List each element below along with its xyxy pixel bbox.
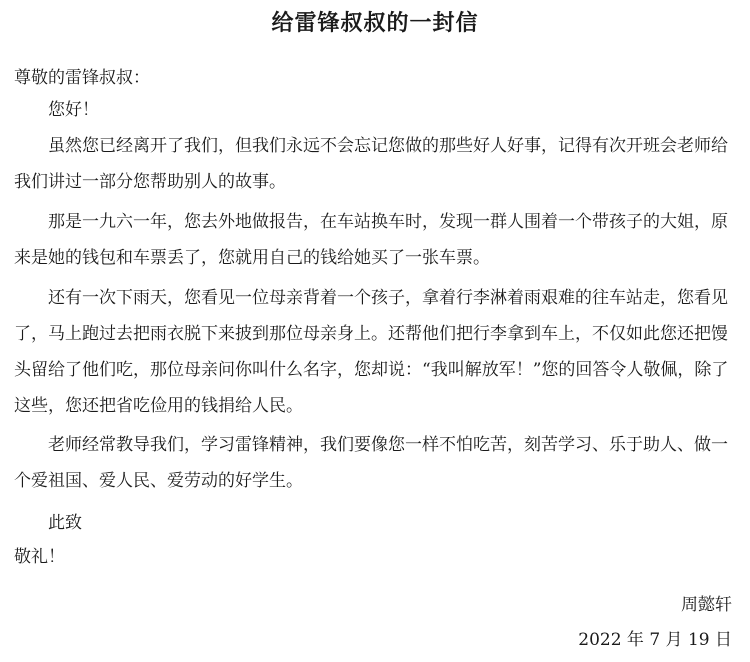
greeting: 您好！ [48, 100, 99, 120]
signature: 周懿轩 [681, 595, 732, 615]
body-paragraph-4: 老师经常教导我们，学习雷锋精神，我们要像您一样不怕吃苦，刻苦学习、乐于助人、做一个爱祖国、爱人民、爱劳动的好学生。 [14, 435, 728, 491]
body-paragraph-2: 那是一九六一年，您去外地做报告，在车站换车时，发现一群人围着一个带孩子的大姐，原来是她的钱包和车票丢了，您就用自己的钱给她买了一张车票。 [14, 212, 728, 268]
body-paragraph-1: 虽然您已经离开了我们，但我们永远不会忘记您做的那些好人好事，记得有次开班会老师给我们讲过一部分您帮助别人的故事。 [14, 136, 728, 192]
body-paragraph-3: 还有一次下雨天，您看见一位母亲背着一个孩子，拿着行李淋着雨艰难的往车站走，您看见了，马上跑过去把雨衣脱下来披到那位母亲身上。还帮他们把行李拿到车上，不仅如此您还把馒头留给了他们吃，那位母亲问你叫什么名字，您却说：“我叫解放军！”您的回答令人敬佩，除了这些，您还把省吃俭用的钱捐给人民。 [14, 288, 729, 416]
salutation: 尊敬的雷锋叔叔： [14, 68, 150, 88]
letter-title: 给雷锋叔叔的一封信 [271, 11, 479, 36]
letter-date: 2022 年 7 月 19 日 [578, 630, 732, 650]
closing-line-1: 此致 [48, 513, 82, 533]
closing-line-2: 敬礼！ [14, 547, 65, 567]
